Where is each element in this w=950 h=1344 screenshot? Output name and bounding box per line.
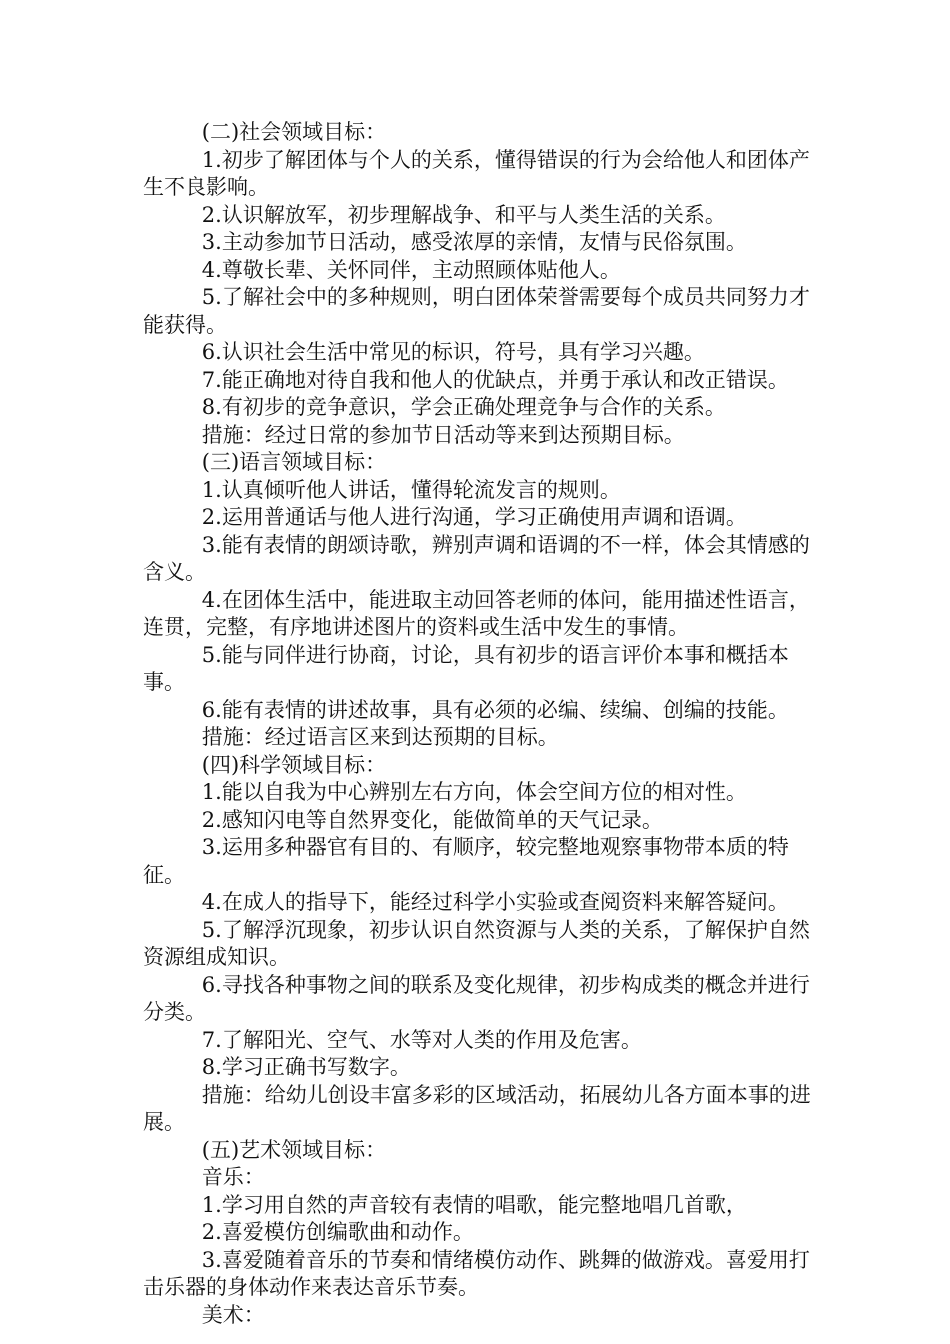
paragraph: 6.能有表情的讲述故事，具有必须的必编、续编、创编的技能。 [201, 697, 789, 722]
paragraph: 2.喜爱模仿创编歌曲和动作。 [201, 1220, 474, 1244]
paragraph: 3.能有表情的朗颂诗歌，辨别声调和语调的不一样，体会其情感的含义。 [143, 532, 810, 584]
paragraph: 6.认识社会生活中常见的标识，符号，具有学习兴趣。 [201, 340, 705, 364]
paragraph: 3.主动参加节日活动，感受浓厚的亲情，友情与民俗氛围。 [201, 230, 747, 254]
measures-paragraph: 措施：经过语言区来到达预期的目标。 [201, 725, 559, 749]
paragraph: 2.认识解放军，初步理解战争、和平与人类生活的关系。 [201, 202, 726, 227]
paragraph: 8.学习正确书写数字。 [201, 1055, 411, 1079]
section-heading-science: (四)科学领域目标： [201, 752, 387, 777]
measures-paragraph: 措施：经过日常的参加节日活动等来到达预期目标。 [201, 422, 685, 447]
paragraph: 4.在团体生活中，能进取主动回答老师的体问，能用描述性语言，连贯，完整，有序地讲述图片的资料或生活中发生的事情。 [143, 587, 810, 639]
document-body [143, 119, 823, 1329]
paragraph: 4.尊敬长辈、关怀同伴，主动照顾体贴他人。 [201, 257, 621, 282]
paragraph: 1.初步了解团体与个人的关系，懂得错误的行为会给他人和团体产生不良影响。 [143, 147, 810, 199]
paragraph: 6.寻找各种事物之间的联系及变化规律，初步构成类的概念并进行分类。 [143, 972, 810, 1024]
paragraph: 5.了解浮沉现象，初步认识自然资源与人类的关系，了解保护自然资源组成知识。 [143, 917, 810, 969]
paragraph: 3.喜爱随着音乐的节奏和情绪模仿动作、跳舞的做游戏。喜爱用打击乐器的身体动作来表达音乐节奏。 [143, 1247, 810, 1299]
paragraph: 1.能以自我为中心辨别左右方向，体会空间方位的相对性。 [201, 780, 747, 804]
section-heading-social: (二)社会领域目标： [201, 120, 387, 144]
paragraph: 5.了解社会中的多种规则，明白团体荣誉需要每个成员共同努力才能获得。 [143, 285, 810, 337]
section-heading-art: (五)艺术领域目标： [201, 1137, 387, 1162]
paragraph: 4.在成人的指导下，能经过科学小实验或查阅资料来解答疑问。 [201, 890, 789, 914]
paragraph: 1.认真倾听他人讲话，懂得轮流发言的规则。 [201, 477, 621, 502]
section-heading-language: (三)语言领域目标： [201, 450, 387, 474]
paragraph: 2.感知闪电等自然界变化，能做简单的天气记录。 [201, 807, 663, 832]
subheading-music: 音乐： [201, 1165, 265, 1189]
paragraph: 8.有初步的竞争意识，学会正确处理竞争与合作的关系。 [201, 395, 726, 419]
paragraph: 1.学习用自然的声音较有表情的唱歌，能完整地唱几首歌， [201, 1192, 747, 1217]
paragraph: 7.能正确地对待自我和他人的优缺点，并勇于承认和改正错误。 [201, 367, 789, 392]
measures-paragraph: 措施：给幼儿创设丰富多彩的区域活动，拓展幼儿各方面本事的进展。 [143, 1082, 811, 1134]
subheading-fine-art: 美术： [201, 1302, 265, 1327]
paragraph: 2.运用普通话与他人进行沟通，学习正确使用声调和语调。 [201, 505, 747, 529]
paragraph: 5.能与同伴进行协商，讨论，具有初步的语言评价本事和概括本事。 [143, 642, 789, 694]
paragraph: 3.运用多种器官有目的、有顺序，较完整地观察事物带本质的特征。 [143, 835, 789, 887]
paragraph: 7.了解阳光、空气、水等对人类的作用及危害。 [201, 1027, 642, 1052]
